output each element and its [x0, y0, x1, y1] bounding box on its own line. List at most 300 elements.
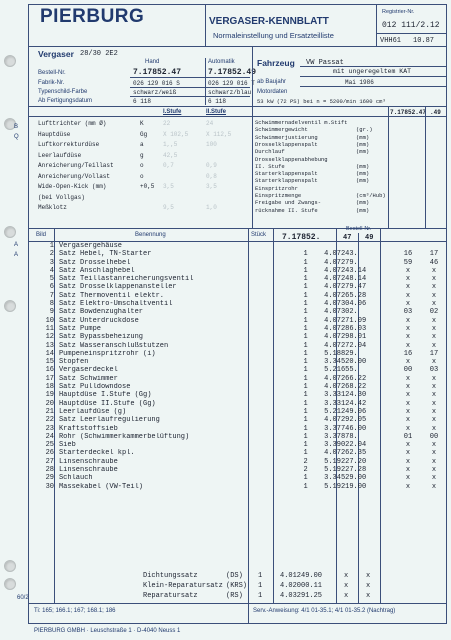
variant-b-mark: x	[431, 358, 437, 367]
part-order-no: 4.07279.47	[324, 283, 367, 292]
kit-quantity: 1	[258, 572, 263, 580]
right-head: 7.17852.47	[390, 109, 427, 116]
setting-symbol: g	[140, 151, 144, 159]
setting-label: Schwimmernadelventil m.Stift	[255, 119, 348, 126]
table-row	[30, 449, 447, 457]
table-row	[30, 242, 447, 250]
part-description: Satz Hebel, TN-Starter	[58, 250, 152, 259]
variant-b-mark: 02	[429, 308, 439, 317]
variant-a-mark: x	[405, 283, 411, 292]
fahrzeug-note: mit ungeregeltem KAT	[333, 68, 412, 75]
variant-a-mark: x	[405, 466, 411, 475]
variant-b-mark: x	[431, 383, 437, 392]
col-bild: Bild	[36, 232, 47, 238]
variant-a-mark: x	[405, 424, 411, 433]
table-row	[30, 292, 447, 300]
part-number-ref: 16	[45, 366, 54, 375]
variant-b-mark: 17	[429, 250, 439, 259]
variant-b-mark: x	[431, 283, 437, 292]
row-label: Bestell-Nr.	[38, 70, 66, 76]
margin-mark-b: B	[14, 124, 19, 130]
plate-color-hand: schwarz/weiß	[133, 89, 177, 96]
col-stueck: Stück	[251, 232, 267, 238]
margin-mark-a: A	[14, 252, 19, 258]
table-row	[30, 350, 447, 358]
part-number-ref: 30	[45, 482, 54, 491]
part-quantity: 1	[303, 283, 308, 292]
reg-code: VHH61	[380, 37, 402, 45]
brand-logo: PIERBURG	[40, 6, 145, 27]
col-bestell: Bestell-Nr.	[346, 226, 372, 232]
part-description: Linsenschraube	[58, 466, 118, 475]
variant-b-mark: x	[431, 391, 437, 400]
table-row	[30, 416, 447, 424]
part-number-ref: 27	[45, 457, 54, 466]
kit-name: Reparatursatz	[143, 592, 198, 600]
table-row	[30, 358, 447, 366]
table-row	[30, 342, 447, 350]
part-quantity: 1	[303, 374, 308, 383]
part-description: Stopfen	[58, 358, 89, 367]
col-hand: Hand	[145, 59, 160, 65]
margin-mark-a: A	[14, 242, 19, 248]
part-description: Hauptdüse II.Stufe (Gg)	[58, 399, 156, 408]
part-number-ref: 3	[49, 258, 54, 267]
part-description: Satz Drosselhebel	[58, 258, 131, 267]
part-quantity: 1	[303, 366, 308, 375]
kit-order-no: 4.03291.25	[280, 592, 323, 600]
table-row	[30, 441, 447, 449]
footer-company: PIERBURG GMBH · Leuschstraße 1 · D-4040 Neuss 1	[34, 628, 181, 634]
variant-a-mark: x	[405, 266, 411, 275]
baujahr: Mai 1986	[345, 79, 374, 86]
part-number-ref: 14	[45, 349, 54, 358]
table-row	[30, 267, 447, 275]
punch-hole	[4, 226, 16, 238]
table-row	[30, 250, 447, 258]
part-order-no	[319, 242, 395, 250]
part-number-ref: 11	[45, 324, 54, 333]
setting-value-stufe1: 42,5	[163, 151, 178, 159]
col-variant-a: 47	[343, 234, 352, 242]
part-description: Schlauch	[58, 474, 93, 483]
punch-hole	[4, 55, 16, 67]
kit-variant-b: x	[366, 582, 371, 590]
setting-value-stufe2: 24	[206, 120, 214, 127]
setting-symbol: a	[140, 141, 144, 148]
date-hand: 6 118	[133, 98, 152, 105]
order-no-hand: 7.17852.47	[133, 68, 182, 77]
right-head-2: .49	[430, 109, 441, 116]
part-number-ref: 10	[45, 316, 54, 325]
table-row	[30, 458, 447, 466]
part-description: Satz Pumpe	[58, 324, 101, 333]
part-quantity: 2	[303, 457, 308, 466]
part-quantity: 1	[303, 399, 308, 408]
kit-name: Klein-Reparatursatz	[143, 582, 223, 590]
part-order-no: 5.21655.	[324, 366, 358, 375]
part-order-no: 3.34529.00	[324, 474, 367, 483]
variant-b-mark: x	[431, 324, 437, 333]
part-number-ref: 8	[49, 300, 54, 309]
col-variant-b: 49	[365, 234, 374, 242]
table-row	[30, 375, 447, 383]
part-description: Satz Bypassbeheizung	[58, 333, 143, 342]
row-label: Ab Fertigungsdatum	[38, 98, 93, 104]
table-row	[30, 383, 447, 391]
part-number-ref: 24	[45, 432, 54, 441]
part-quantity: 2	[303, 466, 308, 475]
setting-label: Anreicherung/Vollast	[38, 172, 111, 180]
variant-a-mark: x	[405, 383, 411, 392]
variant-a-mark: 16	[403, 349, 413, 358]
reg-date: 10.87	[413, 37, 435, 45]
variant-a-mark: x	[405, 482, 411, 491]
setting-unit: (mm)	[356, 199, 370, 207]
kit-quantity: 1	[258, 592, 263, 600]
setting-value-stufe2: X 112,5	[206, 130, 232, 138]
part-description: Satz Thermoventil elektr.	[58, 291, 165, 300]
part-order-no: 4.07243.14	[324, 266, 367, 275]
setting-symbol: K	[140, 120, 144, 127]
variant-a-mark: 03	[403, 308, 413, 317]
variant-a-mark: x	[405, 449, 411, 458]
setting-value-stufe1: 1,,5	[163, 141, 178, 148]
table-row	[30, 333, 447, 341]
part-quantity: 1	[303, 266, 308, 275]
fahrzeug-label: Fahrzeug	[257, 58, 295, 68]
part-order-no: 3.37746.00	[324, 424, 367, 433]
table-row	[30, 317, 447, 325]
part-description: Satz Wasseranschlußstutzen	[58, 341, 169, 350]
part-number-ref: 9	[49, 308, 54, 317]
reg-label: Registrier-Nr.	[382, 9, 415, 15]
setting-label: Drosselklappenabhebung	[255, 155, 328, 163]
table-row	[30, 391, 447, 399]
motordaten: 53 kW (72 PS) bei n = 5200/min 1600 cm³	[257, 98, 386, 105]
variant-a-mark: x	[405, 275, 411, 284]
variant-a-mark: x	[405, 391, 411, 400]
part-number-ref: 25	[45, 441, 54, 450]
part-quantity: 1	[303, 482, 308, 491]
table-row	[30, 283, 447, 291]
setting-label: Lufttrichter (mm Ø)	[38, 120, 107, 127]
document-title: VERGASER-KENNBLATT	[209, 16, 329, 27]
part-description: Satz Unterdruckdose	[58, 316, 139, 325]
variant-a-mark: x	[405, 333, 411, 342]
setting-value-stufe1: 22	[163, 120, 171, 127]
setting-label: Schwimmerjustierung	[255, 133, 318, 141]
variant-a-mark: x	[405, 441, 411, 450]
setting-unit: (mm)	[356, 177, 370, 185]
part-number-ref: 17	[45, 374, 54, 383]
variant-a-mark: x	[405, 399, 411, 408]
punch-hole	[4, 300, 16, 312]
footer-serv: Serv.-Anweisung: 4/1 01-35.1; 4/1 01-35.2 (Nachtrag)	[253, 608, 396, 614]
part-quantity: 1	[303, 383, 308, 392]
variant-b-mark: x	[431, 275, 437, 284]
part-quantity: 1	[303, 250, 308, 259]
factory-no-auto: 026 129 016 T	[208, 80, 255, 87]
variant-b-mark: 03	[429, 366, 439, 375]
stufe2-head: II.Stufe	[206, 109, 227, 115]
kit-variant-a: x	[344, 572, 349, 580]
setting-symbol: +0,5	[140, 183, 155, 190]
part-number-ref: 15	[45, 358, 54, 367]
setting-label: Drosselklappenspalt	[255, 140, 318, 148]
part-quantity: 1	[303, 391, 308, 400]
setting-value-stufe2: 100	[206, 141, 217, 148]
variant-a-mark: x	[405, 474, 411, 483]
setting-unit: (mm)	[356, 133, 370, 141]
baujahr-label: ab Baujahr	[257, 79, 287, 85]
part-description: Hauptdüse I.Stufe (Gg)	[58, 391, 152, 400]
variant-b-mark: x	[431, 333, 437, 342]
part-order-no: 3.33124.30	[324, 391, 367, 400]
part-order-no: 4.07304.06	[324, 300, 367, 309]
setting-label: rücknahme II. Stufe	[255, 206, 318, 214]
setting-unit: (mm)	[356, 140, 370, 148]
variant-b-mark: 17	[429, 349, 439, 358]
part-order-no: 4.07302.	[324, 308, 358, 317]
kit-order-no: 4.01249.00	[280, 572, 323, 580]
part-description: Kraftstoffsieb	[58, 424, 118, 433]
variant-a-mark: 16	[403, 250, 413, 259]
variant-a-mark: 00	[403, 366, 413, 375]
part-order-no: 4.07279.	[324, 258, 358, 267]
col-prefix: 7.17852.	[282, 233, 321, 242]
vergaser-label: Vergaser	[38, 49, 74, 59]
part-number-ref: 19	[45, 391, 54, 400]
table-row	[30, 325, 447, 333]
setting-label: Starterklappenspalt	[255, 170, 318, 178]
setting-value-stufe1: 0,7	[163, 162, 174, 169]
part-number-ref: 23	[45, 424, 54, 433]
variant-a-mark: x	[405, 300, 411, 309]
variant-a-mark: x	[405, 324, 411, 333]
setting-unit: (mm)	[356, 206, 370, 214]
setting-value-stufe2: 0,8	[206, 172, 217, 180]
part-order-no: 4.07292.05	[324, 416, 367, 425]
table-row	[30, 483, 447, 491]
part-number-ref: 20	[45, 399, 54, 408]
kit-quantity: 1	[258, 582, 263, 590]
part-number-ref: 12	[45, 333, 54, 342]
setting-symbol: Gg	[140, 130, 148, 138]
part-order-no: 3.39022.04	[324, 441, 367, 450]
part-number-ref: 7	[49, 291, 54, 300]
part-order-no: 4.07268.22	[324, 383, 367, 392]
part-order-no: 5.18829.	[324, 349, 358, 358]
setting-label: Meßklotz	[38, 204, 67, 211]
variant-a-mark: x	[405, 358, 411, 367]
part-order-no: 4.07243.	[324, 250, 358, 259]
col-benennung: Benennung	[135, 232, 166, 238]
part-quantity: 1	[303, 258, 308, 267]
part-order-no: 4.07298.01	[324, 333, 367, 342]
part-quantity: 1	[303, 349, 308, 358]
part-order-no: 4.07265.28	[324, 291, 367, 300]
part-order-no: 4.07262.35	[324, 449, 367, 458]
part-order-no: 4.07272.04	[324, 341, 367, 350]
part-order-no: 4.07266.22	[324, 374, 367, 383]
part-number-ref: 29	[45, 474, 54, 483]
variant-b-mark: x	[431, 266, 437, 275]
part-description: Starterdeckel kpl.	[58, 449, 135, 458]
table-row	[30, 466, 447, 474]
part-description: Vergasergehäuse	[58, 242, 122, 250]
setting-label: Einspritzmenge	[255, 192, 302, 199]
variant-a-mark	[395, 242, 421, 250]
kit-order-no: 4.02000.11	[280, 582, 323, 590]
part-order-no: 5.19219.00	[324, 482, 367, 491]
variant-b-mark: 00	[429, 432, 439, 441]
variant-a-mark: x	[405, 374, 411, 383]
part-order-no: 5.19227.28	[324, 466, 367, 475]
col-auto: Automatik	[208, 59, 235, 65]
part-number-ref: 5	[49, 275, 54, 284]
variant-b-mark: x	[431, 416, 437, 425]
table-row	[30, 300, 447, 308]
reg-number: 012 111/2.12	[382, 21, 440, 30]
setting-value-stufe1: X 102,5	[163, 130, 189, 138]
part-description: Vergaserdeckel	[58, 366, 118, 375]
variant-b-mark: x	[431, 449, 437, 458]
setting-label: Starterklappenspalt	[255, 177, 318, 185]
part-quantity: 1	[303, 432, 308, 441]
part-quantity: 1	[303, 358, 308, 367]
setting-label: Leerlaufdüse	[38, 151, 82, 159]
part-quantity: 1	[303, 441, 308, 450]
setting-label: Hauptdüse	[38, 130, 71, 138]
variant-b-mark: x	[431, 407, 437, 416]
variant-b-mark: x	[431, 441, 437, 450]
part-quantity: 1	[303, 474, 308, 483]
part-order-no: 4.07248.14	[324, 275, 367, 284]
part-number-ref: 21	[45, 407, 54, 416]
punch-hole	[4, 560, 16, 572]
variant-a-mark: x	[405, 457, 411, 466]
variant-b-mark: x	[431, 291, 437, 300]
part-quantity: 1	[303, 316, 308, 325]
part-order-no: 3.33124.42	[324, 399, 367, 408]
setting-symbol: o	[140, 172, 144, 180]
kit-variant-a: x	[344, 582, 349, 590]
variant-b-mark	[421, 242, 447, 250]
order-no-auto: 7.17852.49	[208, 68, 257, 77]
part-quantity: 1	[303, 333, 308, 342]
part-number-ref: 13	[45, 341, 54, 350]
variant-a-mark: 59	[403, 258, 413, 267]
part-number-ref: 4	[49, 266, 54, 275]
part-quantity: 1	[303, 416, 308, 425]
variant-a-mark: x	[405, 416, 411, 425]
part-description: Rohr (Schwimmerkammerbelüftung)	[58, 432, 190, 441]
kit-variant-b: x	[366, 572, 371, 580]
kit-variant-a: x	[344, 592, 349, 600]
kit-code: (DS)	[226, 572, 243, 580]
table-row	[30, 408, 447, 416]
table-row	[30, 308, 447, 316]
row-label: Fabrik-Nr.	[38, 80, 65, 86]
part-description: Satz Leerlaufregulierung	[58, 416, 160, 425]
table-row	[30, 433, 447, 441]
variant-b-mark: x	[431, 474, 437, 483]
setting-label: Schwimmergewicht	[255, 126, 308, 134]
margin-mark-q: Q	[14, 134, 19, 140]
part-description: Sieb	[58, 441, 76, 450]
variant-a-mark: x	[405, 316, 411, 325]
part-description: Satz Pulldowndose	[58, 383, 131, 392]
punch-hole	[4, 578, 16, 590]
part-quantity: 1	[303, 449, 308, 458]
vergaser-type: 28/30 2E2	[80, 50, 118, 58]
table-row	[30, 400, 447, 408]
date-auto: 6 118	[208, 98, 227, 105]
setting-label: Freigabe und Zwangs-	[255, 199, 322, 207]
table-row	[30, 474, 447, 482]
setting-unit: (mm)	[356, 148, 370, 156]
kit-name: Dichtungssatz	[143, 572, 198, 580]
table-row	[30, 366, 447, 374]
setting-symbol: o	[140, 162, 144, 169]
part-description: Pumpeneinspritzrohr (i)	[58, 349, 156, 358]
part-description: Satz Drosselklappenansteller	[58, 283, 177, 292]
part-order-no: 5.19227.20	[324, 457, 367, 466]
part-quantity: 1	[303, 424, 308, 433]
variant-b-mark: x	[431, 374, 437, 383]
kit-code: (RS)	[226, 592, 243, 600]
part-description: Linsenschraube	[58, 457, 118, 466]
part-description: Massekabel (VW-Teil)	[58, 482, 143, 491]
setting-unit: (mm)	[356, 162, 370, 170]
part-number-ref: 18	[45, 383, 54, 392]
table-row	[30, 425, 447, 433]
part-description: Leerlaufdüse (g)	[58, 407, 127, 416]
part-quantity: 1	[303, 291, 308, 300]
part-order-no: 4.07286.03	[324, 324, 367, 333]
variant-b-mark: x	[431, 300, 437, 309]
variant-b-mark: x	[431, 341, 437, 350]
kit-variant-b: x	[366, 592, 371, 600]
part-description: Satz Schwimmer	[58, 374, 118, 383]
setting-unit: (gr.)	[356, 126, 373, 134]
setting-unit: (mm)	[356, 170, 370, 178]
table-row	[30, 259, 447, 267]
setting-value-stufe1: 3,5	[163, 183, 174, 190]
part-order-no: 5.21249.06	[324, 407, 367, 416]
plate-color-auto: schwarz/blau	[208, 89, 252, 96]
document-subtitle: Normaleinstellung und Ersatzteilliste	[213, 31, 334, 40]
setting-value-stufe2: 3,5	[206, 183, 217, 190]
variant-b-mark: x	[431, 466, 437, 475]
setting-label: Luftkorrekturdüse	[38, 141, 100, 148]
part-quantity: 1	[303, 407, 308, 416]
part-description: Satz Bowdenzughalter	[58, 308, 143, 317]
variant-a-mark: x	[405, 407, 411, 416]
setting-label: Durchlauf	[255, 148, 285, 156]
setting-label: Wide-Open-Kick (mm)	[38, 183, 107, 190]
variant-a-mark: 01	[403, 432, 413, 441]
part-number-ref: 1	[49, 242, 54, 250]
variant-b-mark: x	[431, 457, 437, 466]
part-quantity	[292, 242, 319, 250]
part-quantity: 1	[303, 308, 308, 317]
setting-label: II. Stufe	[255, 162, 285, 170]
part-number-ref: 6	[49, 283, 54, 292]
setting-label: (bei Vollgas)	[38, 193, 85, 201]
part-quantity: 1	[303, 300, 308, 309]
